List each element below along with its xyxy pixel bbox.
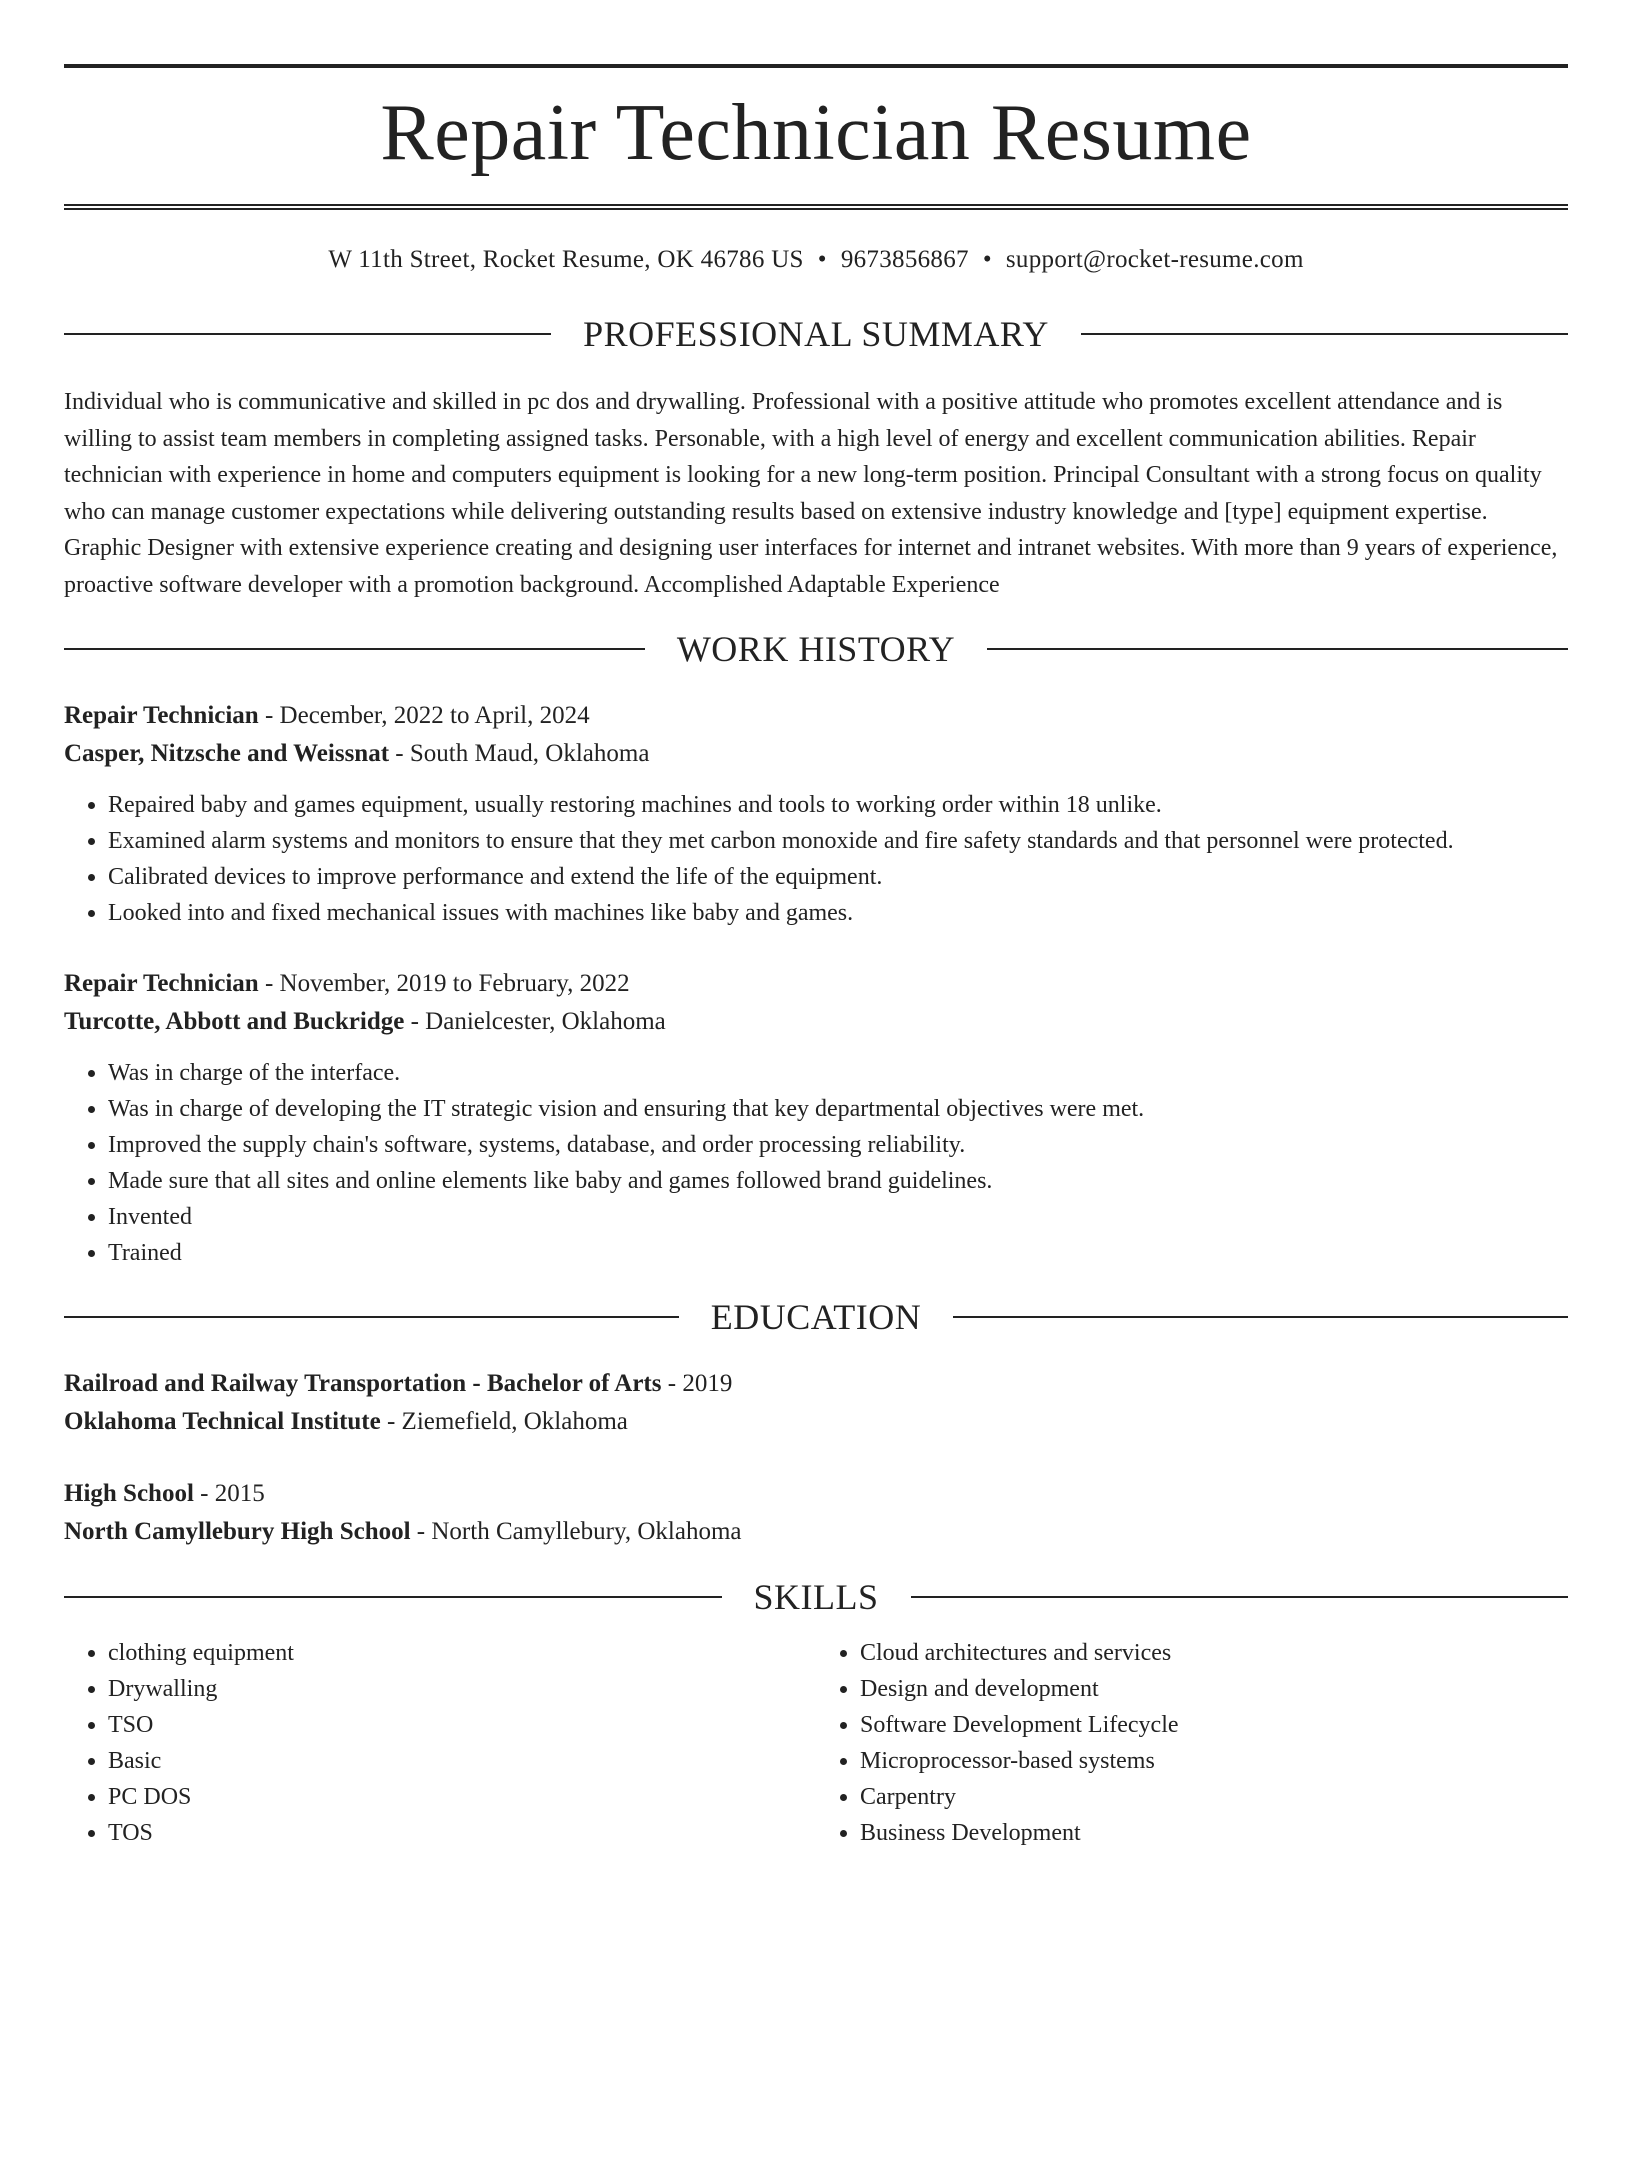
skill-item: • Carpentry [860, 1779, 1568, 1815]
title-block [64, 64, 1568, 210]
school-name: North Camyllebury High School [64, 1518, 411, 1545]
heading-rule-left [64, 1316, 679, 1318]
heading-rule-right [1081, 333, 1568, 335]
school-line [64, 1513, 1568, 1551]
skill-item: • Basic [108, 1743, 816, 1779]
summary-text: Individual who is communicative and skilled in pc dos and drywalling. Professional with a positive attitude who promotes excellent attendance and is willing to assist team members in completing assigned tasks. Personable, with a high level of energy and excellent communication abilities. Repair technician with experience in home and computers equipment is looking for a new long-term position. Principal Consultant with a strong focus on quality who can manage customer expectations while delivering outstanding results based on extensive industry knowledge and [type] equipment expertise. Graphic Designer with extensive experience creating and designing user interfaces for internet and intranet websites. With more than 9 years of experience, proactive software developer with a promotion background. Accomplished Adaptable Experience [64, 389, 1558, 598]
skill-item: • Microprocessor-based systems [860, 1743, 1568, 1779]
heading-rule-right [987, 648, 1568, 650]
degree-line [64, 1475, 1568, 1513]
skill-item: • clothing equipment [108, 1635, 816, 1671]
degree-year: - 2015 [193, 1480, 265, 1507]
skill-item: • Drywalling [108, 1671, 816, 1707]
job-bullet: • Invented [108, 1199, 1568, 1235]
section-title: PROFESSIONAL SUMMARY [583, 314, 1049, 354]
contact-separator: • [817, 246, 827, 273]
company-line [64, 1003, 1568, 1041]
company-name: Turcotte, Abbott and Buckridge [64, 1008, 405, 1035]
skill-item: • Design and development [860, 1671, 1568, 1707]
job-dates: - November, 2019 to February, 2022 [258, 970, 630, 997]
skill-item: • Software Development Lifecycle [860, 1707, 1568, 1743]
section-title: SKILLS [753, 1577, 879, 1617]
skills-columns [64, 1635, 1568, 1851]
work-entry [64, 697, 1568, 931]
contact-separator: • [982, 246, 992, 273]
section-education-heading [64, 1297, 1568, 1337]
company-location: - Danielcester, Oklahoma [404, 1008, 666, 1035]
job-title: Repair Technician [64, 970, 259, 997]
contact-address: W 11th Street, Rocket Resume, OK 46786 US [328, 246, 804, 273]
company-line [64, 735, 1568, 773]
skills-list-right [816, 1635, 1568, 1851]
school-location: - North Camyllebury, Oklahoma [410, 1518, 742, 1545]
degree-name: Railroad and Railway Transportation - Bachelor of Arts [64, 1370, 662, 1397]
job-bullet: • Examined alarm systems and monitors to ensure that they met carbon monoxide and fire safety standards and that personnel were protected. [108, 823, 1568, 859]
contact-email: support@rocket-resume.com [1005, 246, 1304, 273]
skill-item: • Cloud architectures and services [860, 1635, 1568, 1671]
section-summary-heading [64, 314, 1568, 354]
heading-rule-left [64, 333, 551, 335]
education-entry [64, 1365, 1568, 1441]
job-bullets [64, 1055, 1568, 1271]
resume-page [0, 64, 1632, 2176]
job-bullet: • Looked into and fixed mechanical issues with machines like baby and games. [108, 895, 1568, 931]
skill-item: • Business Development [860, 1815, 1568, 1851]
skill-item: • TOS [108, 1815, 816, 1851]
section-skills-heading [64, 1577, 1568, 1617]
heading-rule-left [64, 1596, 722, 1598]
job-title-line [64, 965, 1568, 1003]
job-title-line [64, 697, 1568, 735]
job-bullet: • Was in charge of developing the IT strategic vision and ensuring that key departmental objectives were met. [108, 1091, 1568, 1127]
education-entry [64, 1475, 1568, 1551]
job-bullet: • Calibrated devices to improve performance and extend the life of the equipment. [108, 859, 1568, 895]
heading-rule-right [911, 1596, 1569, 1598]
job-bullet: • Trained [108, 1235, 1568, 1271]
degree-line [64, 1365, 1568, 1403]
company-location: - South Maud, Oklahoma [389, 740, 650, 767]
heading-rule-left [64, 648, 645, 650]
job-bullet: • Repaired baby and games equipment, usually restoring machines and tools to working order within 18 unlike. [108, 787, 1568, 823]
company-name: Casper, Nitzsche and Weissnat [64, 740, 390, 767]
heading-rule-right [953, 1316, 1568, 1318]
contact-line [64, 246, 1568, 274]
section-work-heading [64, 629, 1568, 669]
resume-title: Repair Technician Resume [380, 89, 1252, 177]
job-bullet: • Was in charge of the interface. [108, 1055, 1568, 1091]
degree-name: High School [64, 1480, 194, 1507]
school-location: - Ziemefield, Oklahoma [380, 1408, 628, 1435]
school-name: Oklahoma Technical Institute [64, 1408, 381, 1435]
section-title: EDUCATION [710, 1297, 922, 1337]
skill-item: • PC DOS [108, 1779, 816, 1815]
work-entry [64, 965, 1568, 1271]
degree-year: - 2019 [661, 1370, 733, 1397]
contact-phone: 9673856867 [840, 246, 969, 273]
job-bullet: • Made sure that all sites and online elements like baby and games followed brand guidelines. [108, 1163, 1568, 1199]
skill-item: • TSO [108, 1707, 816, 1743]
job-bullets [64, 787, 1568, 931]
job-bullet: • Improved the supply chain's software, systems, database, and order processing reliability. [108, 1127, 1568, 1163]
skills-list-left [64, 1635, 816, 1851]
job-title: Repair Technician [64, 702, 259, 729]
job-dates: - December, 2022 to April, 2024 [258, 702, 590, 729]
section-title: WORK HISTORY [676, 629, 956, 669]
school-line [64, 1403, 1568, 1441]
